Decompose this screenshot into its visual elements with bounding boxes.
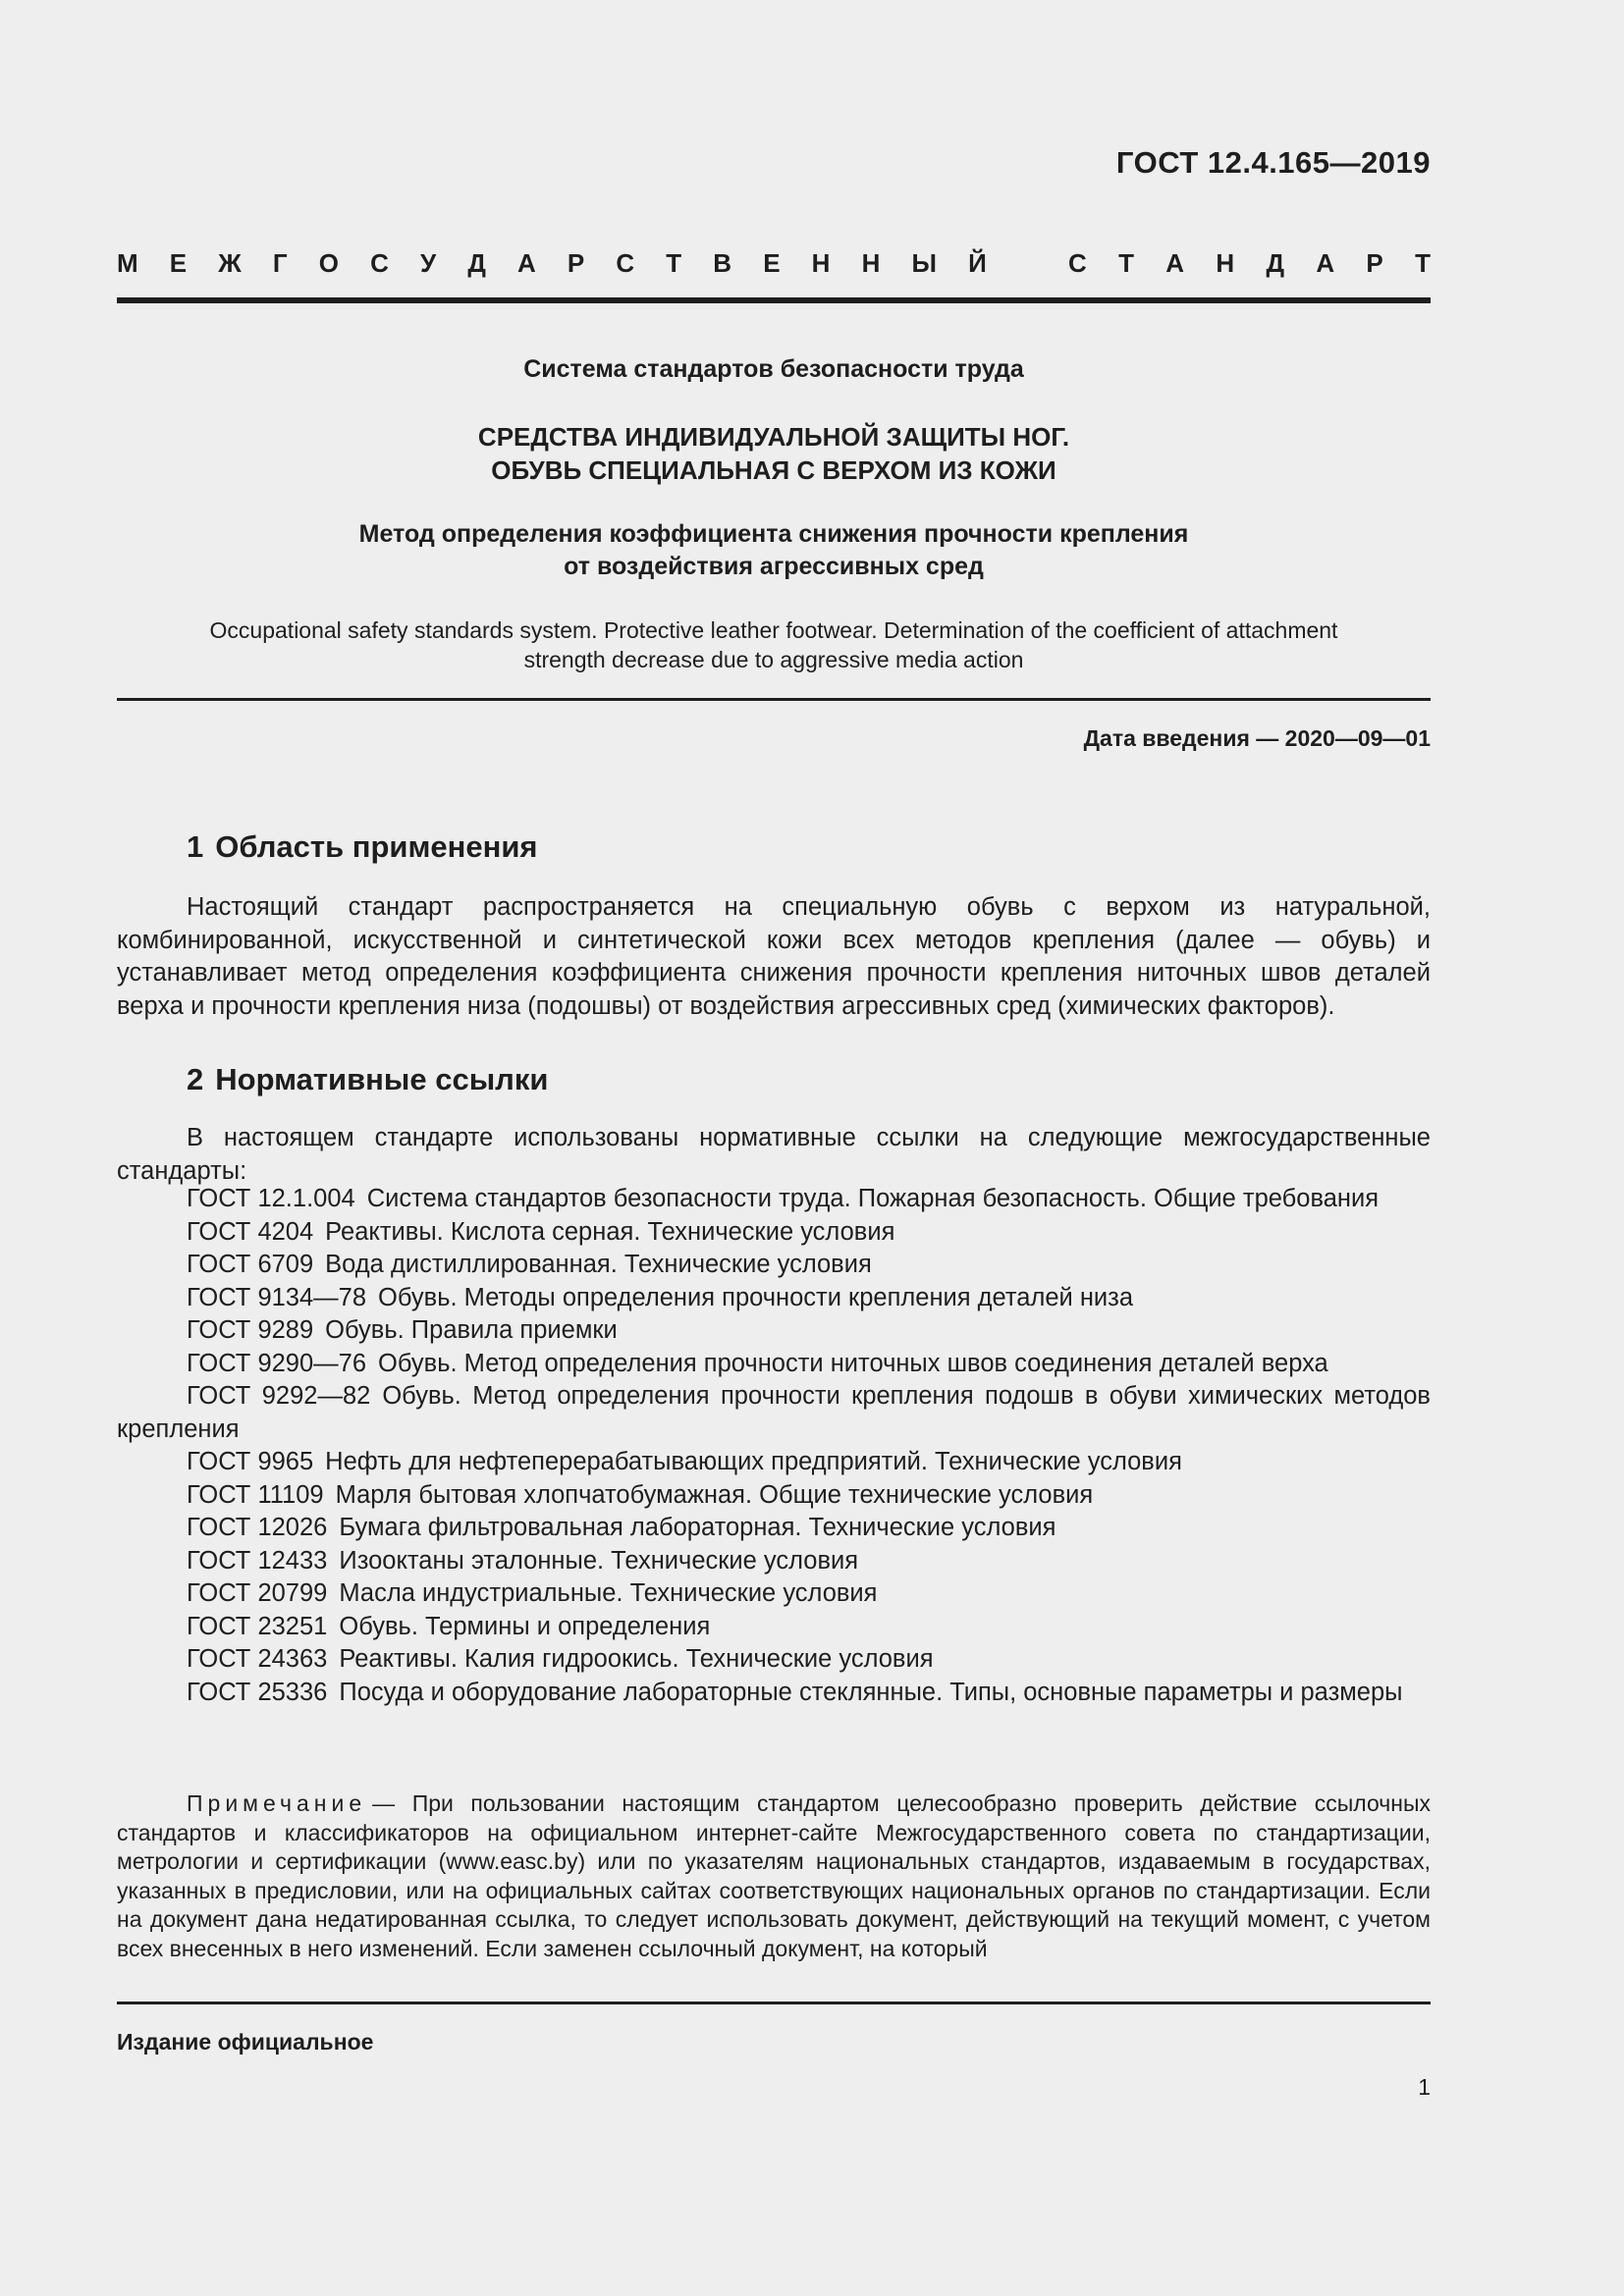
title-rule (117, 698, 1431, 701)
interstate-word: М Е Ж Г О С У Д А Р С Т В Е Н Н Ы Й (117, 248, 987, 278)
paragraph-text: Настоящий стандарт распространяется на специальную обувь с верхом из натуральной, комбинированной, искусственной и синтетической кожи всех методов крепления (далее — обувь) и устанавливает метод определения коэффициента снижения прочности крепления ниточных швов деталей верха и прочности крепления низа (подошвы) от воздействия агрессивных сред (химических факторов). (117, 893, 1431, 1020)
reference-code: ГОСТ 12026 (187, 1514, 328, 1541)
reference-item (117, 1479, 1431, 1513)
reference-title: Реактивы. Кислота серная. Технические условия (325, 1217, 895, 1246)
reference-code: ГОСТ 9134—78 (187, 1283, 367, 1311)
reference-title: Изооктаны эталонные. Технические условия (339, 1546, 859, 1575)
reference-code: ГОСТ 23251 (187, 1612, 328, 1640)
subtitle (117, 518, 1431, 583)
section-number: 2 (187, 1062, 204, 1096)
reference-code: ГОСТ 24363 (187, 1645, 328, 1673)
official-edition-label: Издание официальное (117, 2029, 374, 2055)
section-title: Нормативные ссылки (215, 1062, 549, 1096)
reference-item (117, 1512, 1431, 1545)
reference-item (117, 1446, 1431, 1479)
reference-item (117, 1249, 1431, 1282)
reference-code: ГОСТ 9965 (187, 1448, 314, 1475)
section-title: Область применения (215, 829, 538, 864)
reference-title: Вода дистиллированная. Технические условия (325, 1251, 872, 1278)
page-number: 1 (1418, 2074, 1431, 2100)
reference-code: ГОСТ 9292—82 (187, 1382, 371, 1410)
reference-title: Марля бытовая хлопчатобумажная. Общие технические условия (335, 1480, 1094, 1509)
standard-word: С Т А Н Д А Р Т (1068, 248, 1431, 278)
reference-item (117, 1348, 1431, 1381)
reference-code: ГОСТ 9290—76 (187, 1349, 367, 1377)
main-title-line: СРЕДСТВА ИНДИВИДУАЛЬНОЙ ЗАЩИТЫ НОГ. (477, 422, 1070, 452)
note-paragraph (117, 1789, 1431, 1963)
reference-code: ГОСТ 25336 (187, 1678, 328, 1706)
document-code: ГОСТ 12.4.165—2019 (1115, 145, 1431, 180)
reference-title: Обувь. Правила приемки (325, 1316, 618, 1344)
reference-code: ГОСТ 9289 (187, 1316, 314, 1344)
introduction-date: Дата введения — 2020—09—01 (1083, 725, 1431, 751)
reference-item (117, 1216, 1431, 1250)
section-number: 1 (187, 829, 204, 864)
reference-item (117, 1577, 1431, 1611)
reference-title: Обувь. Термины и определения (339, 1612, 711, 1640)
reference-title: Бумага фильтровальная лабораторная. Технические условия (339, 1514, 1056, 1541)
reference-list (117, 1183, 1431, 1709)
reference-title: Масла индустриальные. Технические условия (339, 1579, 878, 1607)
main-title-line: ОБУВЬ СПЕЦИАЛЬНАЯ С ВЕРХОМ ИЗ КОЖИ (491, 455, 1056, 485)
main-title (117, 420, 1431, 487)
reference-title: Посуда и оборудование лабораторные стеклянные. Типы, основные параметры и размеры (339, 1678, 1403, 1706)
reference-code: ГОСТ 11109 (187, 1480, 324, 1509)
reference-title: Реактивы. Калия гидроокись. Технические условия (339, 1645, 934, 1673)
system-title: Система стандартов безопасности труда (523, 355, 1024, 383)
english-title-line: strength decrease due to aggressive media action (523, 647, 1024, 672)
section-heading (187, 1062, 548, 1097)
reference-item (117, 1183, 1431, 1216)
reference-title: Обувь. Методы определения прочности крепления деталей низа (378, 1283, 1134, 1311)
section-paragraph (117, 1122, 1431, 1188)
reference-title: Обувь. Метод определения прочности крепления подошв в обуви химических методов крепления (117, 1382, 1431, 1443)
english-title-line: Occupational safety standards system. Protective leather footwear. Determination of the coefficient of attachment (209, 617, 1338, 643)
reference-item (117, 1314, 1431, 1348)
note-label: Примечание (187, 1790, 367, 1816)
reference-code: ГОСТ 12433 (187, 1546, 328, 1575)
note-text: — При пользовании настоящим стандартом целесообразно проверить действие ссылочных стандартов и классификаторов на официальном интернет-сайте Межгосударственного совета по стандартизации, метрологии и сертификации (www.easc.by) или по указателям национальных стандартов, издаваемым в государствах, указанных в предисловии, или на официальных сайтах соответствующих национальных органов по стандартизации. Если на документ дана недатированная ссылка, то следует использовать документ, действующий на текущий момент, с учетом всех внесенных в него изменений. Если заменен ссылочный документ, на который (117, 1790, 1431, 1961)
reference-code: ГОСТ 20799 (187, 1579, 328, 1607)
paragraph-text: В настоящем стандарте использованы нормативные ссылки на следующие межгосударственные стандарты: (117, 1124, 1431, 1185)
reference-code: ГОСТ 6709 (187, 1251, 314, 1278)
subtitle-line: от воздействия агрессивных сред (564, 553, 984, 580)
reference-item (117, 1380, 1431, 1446)
footer-rule (117, 2002, 1431, 2004)
reference-code: ГОСТ 12.1.004 (187, 1185, 355, 1212)
reference-title: Система стандартов безопасности труда. Пожарная безопасность. Общие требования (366, 1185, 1380, 1212)
reference-item (117, 1545, 1431, 1578)
section-paragraph (117, 891, 1431, 1023)
reference-title: Обувь. Метод определения прочности ниточных швов соединения деталей верха (378, 1349, 1328, 1377)
reference-title: Нефть для нефтеперерабатывающих предприятий. Технические условия (325, 1448, 1182, 1475)
reference-item (117, 1611, 1431, 1644)
reference-code: ГОСТ 4204 (187, 1217, 314, 1246)
interstate-standard-banner (117, 248, 1431, 279)
reference-item (117, 1282, 1431, 1315)
english-title (117, 615, 1431, 674)
subtitle-line: Метод определения коэффициента снижения прочности крепления (358, 520, 1189, 548)
section-heading (187, 829, 538, 865)
reference-item (117, 1677, 1431, 1710)
header-rule (117, 297, 1431, 303)
reference-item (117, 1643, 1431, 1677)
